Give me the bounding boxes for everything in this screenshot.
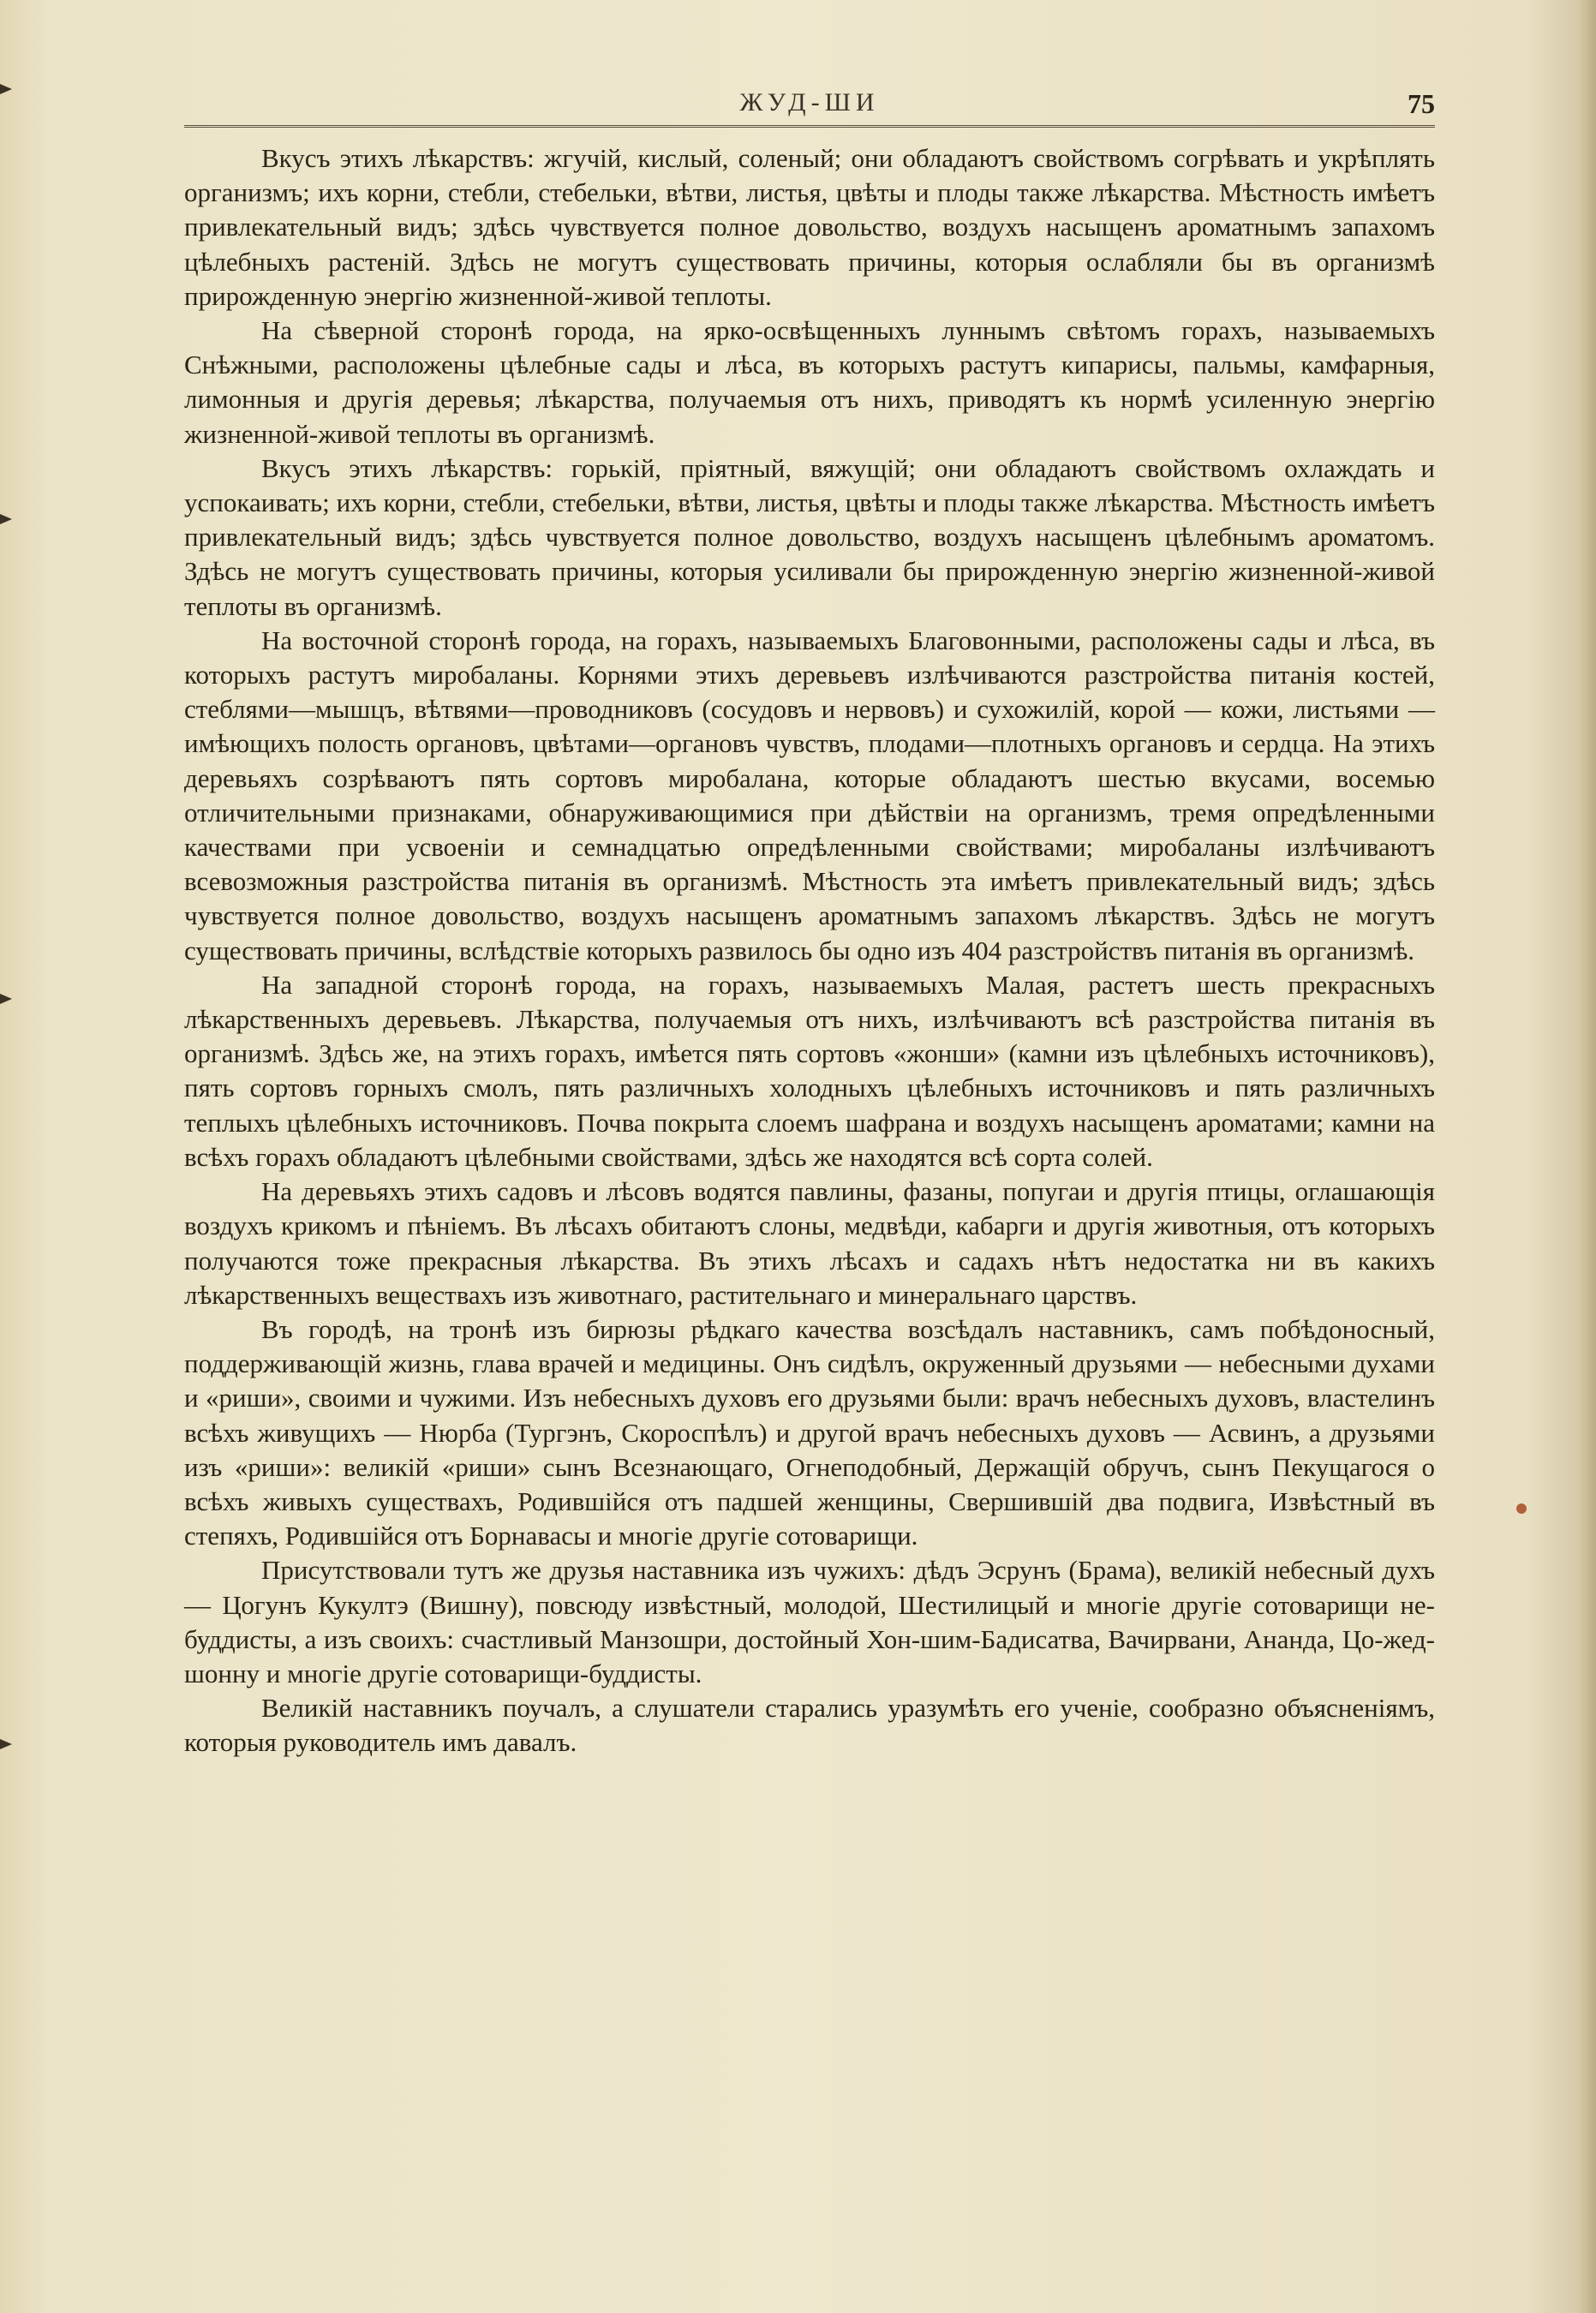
page-number: 75 (1408, 88, 1435, 119)
page-edge-shadow (1577, 0, 1596, 2313)
paragraph: На восточной сторонѣ города, на горахъ, называемыхъ Благовонными, расположены сады и лѣса, въ которыхъ растутъ миробаланы. Корнями этихъ деревьевъ излѣчиваются разстройства питанія костей, стеблями—мышцъ, вѣтвями—проводниковъ (сосудовъ и нервовъ) и сухожилій, корой — кожи, листьями — имѣющихъ полость органовъ, цвѣтами—органовъ чувствъ, плодами—плотныхъ органовъ и сердца. На этихъ деревьяхъ созрѣваютъ пять сортовъ миробалана, которые обладаютъ шестью вкусами, восемью отличительными признаками, обнаруживающимися при дѣйствіи на организмъ, тремя опредѣленными качествами при усвоеніи и семнадцатью опредѣленными свойствами; миробаланы излѣчиваютъ всевозможныя разстройства питанія въ организмѣ. Мѣстность эта имѣетъ привлекательный видъ; здѣсь чувствуется полное довольство, воздухъ насыщенъ ароматнымъ запахомъ лѣкарствъ. Здѣсь не могутъ существовать причины, вслѣдствіе которыхъ развилось бы одно изъ 404 разстройствъ питанія въ организмѣ. (184, 625, 1435, 965)
margin-mark (0, 1739, 12, 1749)
header-rule (184, 123, 1435, 128)
paragraph: На деревьяхъ этихъ садовъ и лѣсовъ водятся павлины, фазаны, попугаи и другія птицы, оглашающія воздухъ крикомъ и пѣніемъ. Въ лѣсахъ обитаютъ слоны, медвѣди, кабарги и другія животныя, отъ которыхъ получаются тоже прекрасныя лѣкарства. Въ этихъ лѣсахъ и садахъ нѣтъ недостатка ни въ какихъ лѣкарственныхъ веществахъ изъ животнаго, растительнаго и минеральнаго царствъ. (184, 1176, 1435, 1310)
body-text (184, 141, 1435, 1760)
paragraph: Великій наставникъ поучалъ, а слушатели старались уразумѣть его ученіе, сообразно объясненіямъ, которыя руководитель имъ давалъ. (184, 1693, 1435, 1758)
paragraph: Вкусъ этихъ лѣкарствъ: жгучій, кислый, соленый; они обладаютъ свойствомъ согрѣвать и укрѣплять организмъ; ихъ корни, стебли, стебельки, вѣтви, листья, цвѣты и плоды также лѣкарства. Мѣстность имѣетъ привлекательный видъ; здѣсь чувствуется полное довольство, воздухъ насыщенъ ароматнымъ запахомъ цѣлебныхъ растеній. Здѣсь не могутъ существовать причины, которыя ослабляли бы въ организмѣ прирожденную энергію жизненной-живой теплоты. (184, 143, 1435, 311)
margin-mark (0, 994, 12, 1004)
paragraph: Присутствовали тутъ же друзья наставника изъ чужихъ: дѣдъ Эсрунъ (Брама), великій небесный духъ — Цогунъ Кукултэ (Вишну), повсюду извѣстный, молодой, Шестилицый и многіе другіе сотоварищи не-буддисты, а изъ своихъ: счастливый Манзошри, достойный Хон-шим-Бадисатва, Вачирвани, Ананда, Цо-жед-шонну и многіе другіе сотоварищи-буддисты. (184, 1555, 1435, 1688)
paragraph: На западной сторонѣ города, на горахъ, называемыхъ Малая, растетъ шесть прекрасныхъ лѣкарственныхъ деревьевъ. Лѣкарства, получаемыя отъ нихъ, излѣчиваютъ всѣ разстройства питанія въ организмѣ. Здѣсь же, на этихъ горахъ, имѣется пять сортовъ «жонши» (камни изъ цѣлебныхъ источниковъ), пять сортовъ горныхъ смолъ, пять различныхъ холодныхъ цѣлебныхъ источниковъ и пять различныхъ теплыхъ цѣлебныхъ источниковъ. Почва покрыта слоемъ шафрана и воздухъ насыщенъ ароматами; камни на всѣхъ горахъ обладаютъ цѣлебными свойствами, здѣсь же находятся всѣ сорта солей. (184, 969, 1435, 1172)
paragraph: На сѣверной сторонѣ города, на ярко-освѣщенныхъ луннымъ свѣтомъ горахъ, называемыхъ Снѣжными, расположены цѣлебные сады и лѣса, въ которыхъ растутъ кипарисы, пальмы, камфарныя, лимонныя и другія деревья; лѣкарства, получаемыя отъ нихъ, приводятъ къ нормѣ усиленную энергію жизненной-живой теплоты въ организмѣ. (184, 315, 1435, 449)
paragraph: Въ городѣ, на тронѣ изъ бирюзы рѣдкаго качества возсѣдалъ наставникъ, самъ побѣдоносный, поддерживающій жизнь, глава врачей и медицины. Онъ сидѣлъ, окруженный друзьями — небесными духами и «риши», своими и чужими. Изъ небесныхъ духовъ его друзьями были: врачъ небесныхъ духовъ, властелинъ всѣхъ живущихъ — Нюрба (Тургэнъ, Скороспѣлъ) и другой врачъ небесныхъ духовъ — Асвинъ, а друзьями изъ «риши»: великій «риши» сынъ Всезнающаго, Огнеподобный, Держащій обручъ, сынъ Пекущагося о всѣхъ живыхъ существахъ, Родившійся отъ падшей женщины, Свершившій два подвига, Извѣстный въ степяхъ, Родившійся отъ Борнавасы и многіе другіе сотоварищи. (184, 1313, 1435, 1551)
paragraph: Вкусъ этихъ лѣкарствъ: горькій, пріятный, вяжущій; они обладаютъ свойствомъ охлаждать и успокаивать; ихъ корни, стебли, стебельки, вѣтви, листья, цвѣты и плоды также лѣкарства. Мѣстность имѣетъ привлекательный видъ; здѣсь чувствуется полное довольство, воздухъ насыщенъ цѣлебнымъ ароматомъ. Здѣсь не могутъ существовать причины, которыя усиливали бы прирожденную энергію жизненной-живой теплоты въ организмѣ. (184, 452, 1435, 621)
margin-mark (0, 514, 12, 524)
ink-spot (1516, 1503, 1527, 1514)
page-header (184, 81, 1435, 126)
running-head: ЖУД-ШИ (739, 88, 880, 117)
margin-mark (0, 84, 12, 94)
